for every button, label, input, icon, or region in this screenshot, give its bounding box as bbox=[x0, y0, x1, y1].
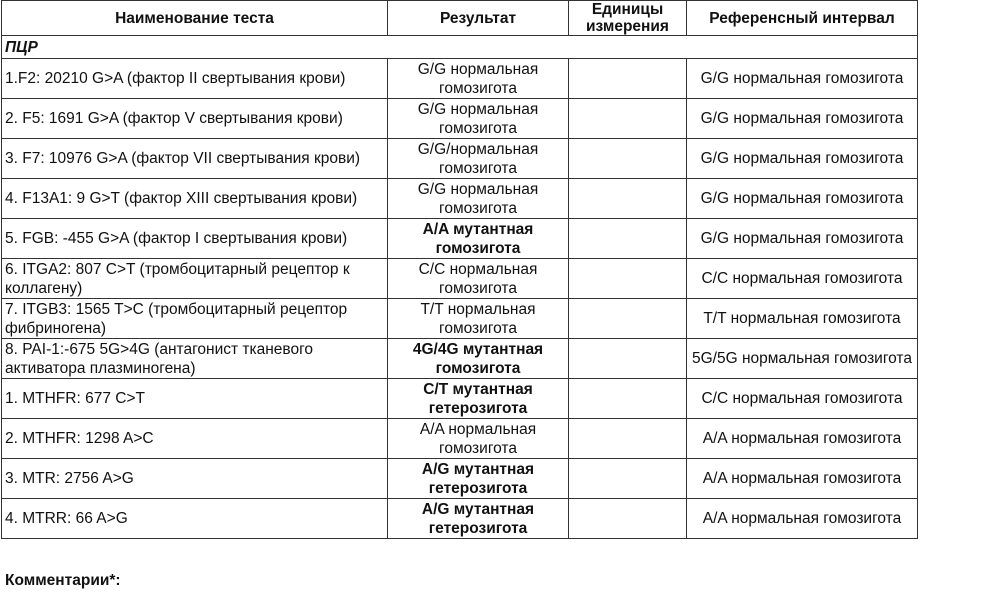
header-row bbox=[2, 1, 918, 36]
units-cell bbox=[569, 99, 687, 139]
reference-cell: T/T нормальная гомозигота bbox=[687, 299, 918, 339]
test-name-cell: 1. MTHFR: 677 C>T bbox=[2, 379, 388, 419]
test-name-cell: 7. ITGB3: 1565 T>C (тромбоцитарный рецептор фибриногена) bbox=[2, 299, 388, 339]
units-cell bbox=[569, 499, 687, 539]
units-cell bbox=[569, 259, 687, 299]
units-cell bbox=[569, 419, 687, 459]
result-cell: G/G нормальная гомозигота bbox=[388, 59, 569, 99]
units-cell bbox=[569, 379, 687, 419]
results-table bbox=[1, 0, 918, 539]
test-name-cell: 3. MTR: 2756 A>G bbox=[2, 459, 388, 499]
table-row bbox=[2, 59, 918, 99]
reference-cell: A/A нормальная гомозигота bbox=[687, 499, 918, 539]
reference-cell: A/A нормальная гомозигота bbox=[687, 459, 918, 499]
header-name: Наименование теста bbox=[2, 1, 388, 36]
table-row bbox=[2, 139, 918, 179]
table-row bbox=[2, 459, 918, 499]
result-cell: A/G мутантная гетерозигота bbox=[388, 499, 569, 539]
reference-cell: G/G нормальная гомозигота bbox=[687, 219, 918, 259]
header-reference: Референсный интервал bbox=[687, 1, 918, 36]
result-cell: G/G нормальная гомозигота bbox=[388, 179, 569, 219]
result-cell: T/T нормальная гомозигота bbox=[388, 299, 569, 339]
result-cell: A/G мутантная гетерозигота bbox=[388, 459, 569, 499]
table-row bbox=[2, 299, 918, 339]
table-body bbox=[2, 36, 918, 539]
table-row bbox=[2, 499, 918, 539]
test-name-cell: 2. F5: 1691 G>A (фактор V свертывания крови) bbox=[2, 99, 388, 139]
header-units: Единицы измерения bbox=[569, 1, 687, 36]
units-cell bbox=[569, 459, 687, 499]
test-name-cell: 5. FGB: -455 G>A (фактор I свертывания крови) bbox=[2, 219, 388, 259]
result-cell: C/C нормальная гомозигота bbox=[388, 259, 569, 299]
test-name-cell: 4. MTRR: 66 A>G bbox=[2, 499, 388, 539]
test-name-cell: 3. F7: 10976 G>A (фактор VII свертывания крови) bbox=[2, 139, 388, 179]
header-result: Результат bbox=[388, 1, 569, 36]
section-title: ПЦР bbox=[2, 36, 918, 59]
test-name-cell: 6. ITGA2: 807 C>T (тромбоцитарный рецептор к коллагену) bbox=[2, 259, 388, 299]
units-cell bbox=[569, 59, 687, 99]
result-cell: A/A нормальная гомозигота bbox=[388, 419, 569, 459]
result-cell: A/A мутантная гомозигота bbox=[388, 219, 569, 259]
table-row bbox=[2, 99, 918, 139]
test-name-cell: 2. MTHFR: 1298 A>C bbox=[2, 419, 388, 459]
reference-cell: G/G нормальная гомозигота bbox=[687, 139, 918, 179]
units-cell bbox=[569, 179, 687, 219]
section-row bbox=[2, 36, 918, 59]
result-cell: G/G/нормальная гомозигота bbox=[388, 139, 569, 179]
table-row bbox=[2, 419, 918, 459]
comments-label: Комментарии*: bbox=[5, 572, 121, 589]
units-cell bbox=[569, 299, 687, 339]
reference-cell: G/G нормальная гомозигота bbox=[687, 99, 918, 139]
table-row bbox=[2, 379, 918, 419]
table-row bbox=[2, 219, 918, 259]
result-cell: G/G нормальная гомозигота bbox=[388, 99, 569, 139]
units-cell bbox=[569, 339, 687, 379]
table-row bbox=[2, 339, 918, 379]
reference-cell: C/C нормальная гомозигота bbox=[687, 379, 918, 419]
reference-cell: 5G/5G нормальная гомозигота bbox=[687, 339, 918, 379]
result-cell: C/T мутантная гетерозигота bbox=[388, 379, 569, 419]
reference-cell: A/A нормальная гомозигота bbox=[687, 419, 918, 459]
reference-cell: C/C нормальная гомозигота bbox=[687, 259, 918, 299]
test-name-cell: 8. PAI-1:-675 5G>4G (антагонист тканевого активатора плазминогена) bbox=[2, 339, 388, 379]
table-row bbox=[2, 179, 918, 219]
result-cell: 4G/4G мутантная гомозигота bbox=[388, 339, 569, 379]
units-cell bbox=[569, 139, 687, 179]
units-cell bbox=[569, 219, 687, 259]
reference-cell: G/G нормальная гомозигота bbox=[687, 179, 918, 219]
test-name-cell: 4. F13A1: 9 G>T (фактор XIII свертывания крови) bbox=[2, 179, 388, 219]
test-name-cell: 1.F2: 20210 G>A (фактор II свертывания крови) bbox=[2, 59, 388, 99]
table-row bbox=[2, 259, 918, 299]
reference-cell: G/G нормальная гомозигота bbox=[687, 59, 918, 99]
